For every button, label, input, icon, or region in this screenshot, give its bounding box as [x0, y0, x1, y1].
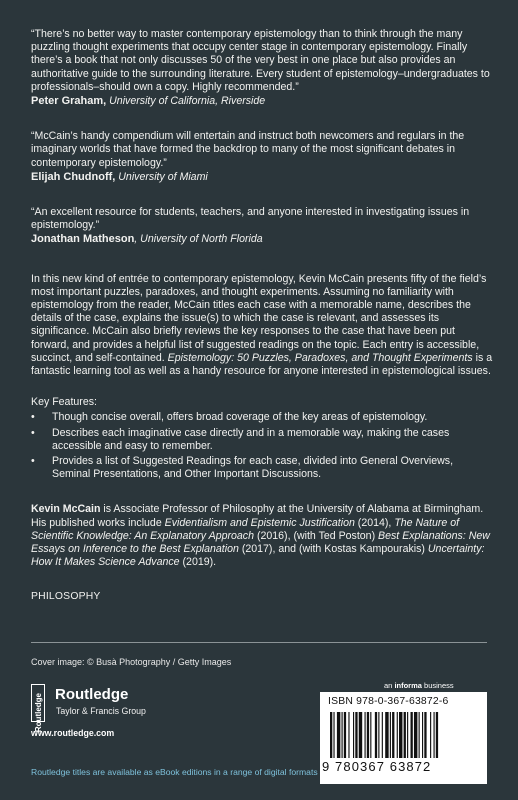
book-title-italic: Best Explanations: New Essays on Inference to the Best Explanation: [31, 529, 490, 556]
cover-image-credit: Cover image: © Busà Photography / Getty Images: [31, 657, 232, 667]
author-bio: [31, 503, 493, 569]
description-paragraph: [31, 273, 493, 379]
informa-tagline: [384, 681, 454, 690]
book-description: [31, 273, 493, 379]
author-name: Kevin McCain: [31, 503, 101, 516]
list-item: • Provides a list of Suggested Readings for each case, divided into General Overviews, Seminal Presentations, and Other Important Discussions.: [31, 455, 493, 481]
isbn-barcode: [320, 692, 487, 784]
book-title-italic: The Nature of Scientific Knowledge: An Explanatory Approach: [31, 516, 460, 542]
cover-text: [31, 28, 493, 603]
routledge-logo-mark-icon: [31, 684, 45, 733]
publisher-group: Taylor & Francis Group: [56, 706, 146, 716]
subject-category: PHILOSOPHY: [31, 590, 101, 602]
publisher-name: Routledge: [55, 686, 129, 703]
key-features: [31, 396, 493, 481]
endorsement-attribution: [31, 233, 493, 246]
barcode-icon: [330, 712, 478, 758]
publisher-website: www.routledge.com: [31, 728, 115, 738]
bio-text: (2016), (with Ted Poston): [254, 529, 379, 542]
informa-brand: informa: [394, 681, 422, 690]
isbn-label: ISBN 978-0-367-63872-6: [328, 696, 449, 707]
endorsement-3: [31, 206, 493, 247]
ebook-note: Routledge titles are available as eBook editions in a range of digital formats: [31, 767, 318, 777]
bio-text: is Associate Professor of Philosophy at the University of Alabama at Birmingham. His published works include: [31, 503, 484, 529]
endorsement-2: [31, 130, 493, 184]
logo-mark-text: Routledge: [34, 693, 43, 733]
book-title-italic: Epistemology: 50 Puzzles, Paradoxes, and Thought Experiments: [167, 351, 473, 364]
book-title-italic: Evidentialism and Epistemic Justification: [164, 516, 355, 529]
endorser-name: Elijah Chudnoff,: [31, 170, 116, 183]
endorsement-attribution: [31, 171, 493, 184]
key-features-list: [31, 411, 493, 481]
barcode-digits: 9 780367 63872: [322, 759, 432, 774]
endorser-affiliation: University of California, Riverside: [109, 95, 266, 108]
endorser-affiliation: University of Miami: [118, 170, 208, 183]
endorsement-quote: “An excellent resource for students, teachers, and anyone interested in investigating issues in epistemology.”: [31, 206, 470, 232]
endorser-affiliation: , University of North Florida: [134, 233, 263, 246]
book-title-italic: Uncertainty: How It Makes Science Advance: [31, 543, 485, 569]
list-item: • Though concise overall, offers broad coverage of the key areas of epistemology.: [31, 411, 493, 424]
list-item: • Describes each imaginative case directly and in a memorable way, making the cases accessible and easy to remember.: [31, 427, 493, 453]
bio-text: (2014),: [354, 516, 395, 529]
bio-text: (2019).: [179, 556, 217, 569]
description-text-end: is a fantastic learning tool as well as a handy resource for anyone interested in epistemological issues.: [31, 351, 493, 378]
informa-prefix: an: [384, 681, 395, 690]
key-features-heading: Key Features:: [31, 396, 97, 409]
bio-text: (2017), and (with Kostas Kampourakis): [238, 543, 428, 556]
endorser-name: Peter Graham,: [31, 95, 107, 108]
endorsement-quote: “McCain’s handy compendium will entertain and instruct both newcomers and regulars in the imaginary worlds that have formed the backdrop to many of the most significant debates in contemporary epistemology.”: [31, 130, 465, 169]
divider: [31, 642, 487, 643]
endorsement-quote: “There’s no better way to master contemporary epistemology than to think through the many puzzling thought experiments that occupy center stage in contemporary epistemology. Finally there’s a book that not only discusses 50 of the very best in one place but also provides an authoritative guide to the surrounding literature. Every student of epistemology–undergraduates to professionals–should own a copy. Highly recommended.”: [31, 28, 490, 93]
endorsement-1: [31, 28, 493, 108]
description-text: In this new kind of entrée to contemporary epistemology, Kevin McCain presents fifty of the field’s most important puzzles, paradoxes, and thought experiments. Assuming no familiarity with epistemology from the reader, McCain titles each case with a memorable name, describes the details of the case, explains the issue(s) to which the case is relevant, and assesses its significance. McCain also briefly reviews the key responses to the case that have been put forward, and provides a helpful list of suggested readings on the topic. Each entry is accessible, succinct, and self-contained.: [31, 272, 487, 364]
endorsement-attribution: [31, 95, 493, 108]
endorser-name: Jonathan Matheson: [31, 233, 135, 246]
informa-suffix: business: [421, 681, 454, 690]
